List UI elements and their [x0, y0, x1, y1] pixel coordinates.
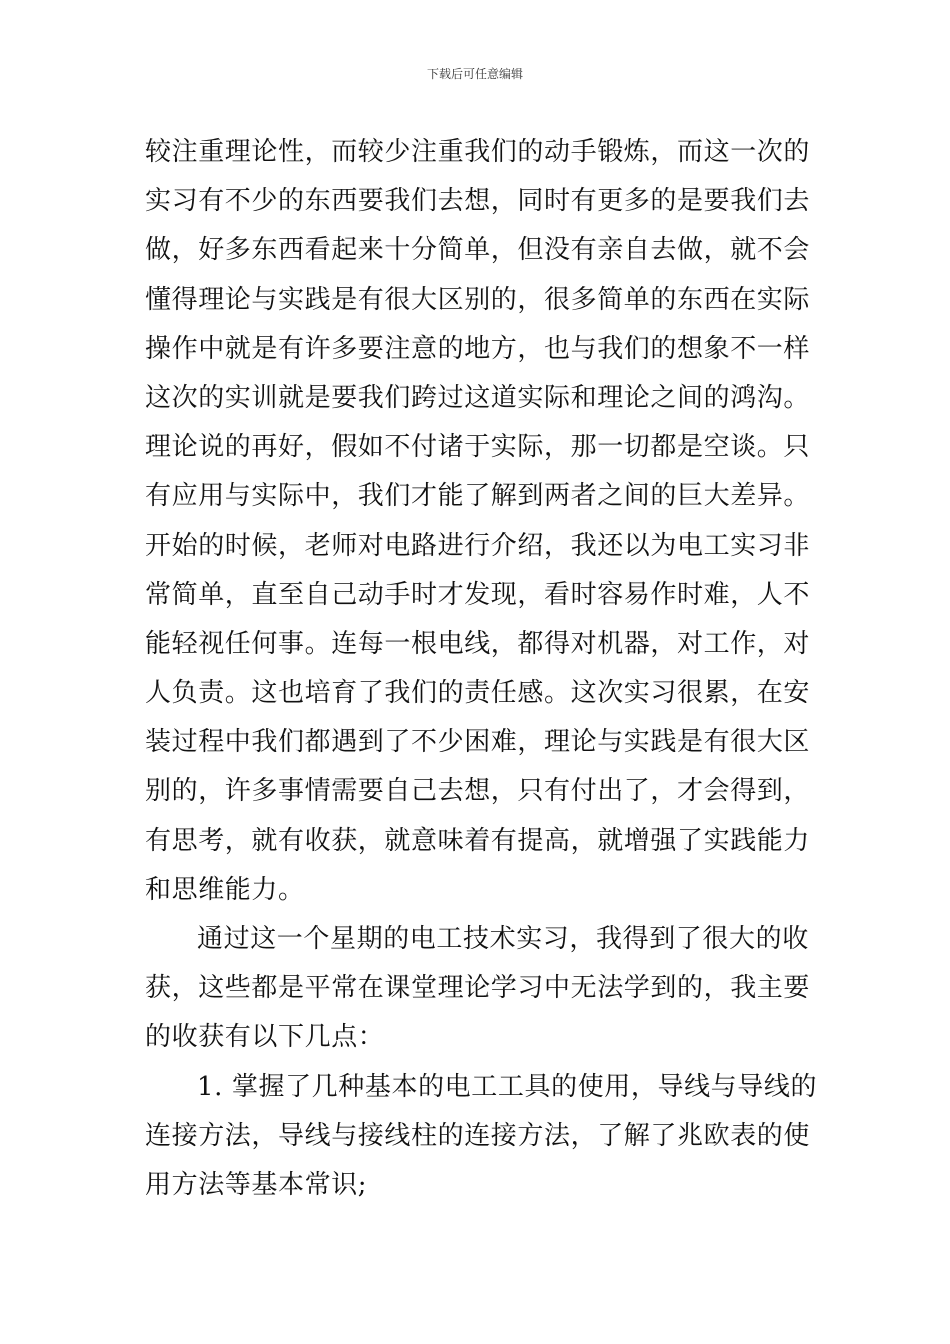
text-line: 人负责。这也培育了我们的责任感。这次实习很累，在安 [145, 678, 811, 709]
text-line: 实习有不少的东西要我们去想，同时有更多的是要我们去 [145, 186, 811, 217]
text-line: 懂得理论与实践是有很大区别的，很多简单的东西在实际 [145, 284, 811, 315]
text-line: 的收获有以下几点： [145, 1022, 385, 1053]
text-line: 能轻视任何事。连每一根电线，都得对机器，对工作，对 [145, 628, 811, 659]
text-line: 装过程中我们都遇到了不少困难，理论与实践是有很大区 [145, 727, 811, 758]
text-line: 开始的时候，老师对电路进行介绍，我还以为电工实习非 [145, 530, 811, 561]
text-line: 操作中就是有许多要注意的地方，也与我们的想象不一样 [145, 333, 811, 364]
document-body [145, 128, 825, 1210]
text-line: 连接方法，导线与接线柱的连接方法，了解了兆欧表的使 [145, 1120, 811, 1151]
text-line: 做，好多东西看起来十分简单，但没有亲自去做，就不会 [145, 235, 811, 266]
paragraph-1 [145, 128, 825, 915]
text-line: 较注重理论性，而较少注重我们的动手锻炼，而这一次的 [145, 137, 811, 167]
text-line: 别的，许多事情需要自己去想，只有付出了，才会得到， [145, 776, 811, 807]
text-line: 获，这些都是平常在课堂理论学习中无法学到的，我主要 [145, 973, 811, 1004]
text-line: 通过这一个星期的电工技术实习，我得到了很大的收 [197, 924, 809, 954]
paragraph-2 [145, 915, 825, 1063]
text-line: 和思维能力。 [145, 874, 305, 905]
text-line: 有思考，就有收获，就意味着有提高，就增强了实践能力 [145, 825, 811, 856]
text-line: 有应用与实际中，我们才能了解到两者之间的巨大差异。 [145, 481, 811, 512]
text-line: 1. 掌握了几种基本的电工工具的使用，导线与导线的 [197, 1071, 818, 1102]
text-line: 这次的实训就是要我们跨过这道实际和理论之间的鸿沟。 [145, 382, 811, 413]
paragraph-3-list-item [145, 1063, 825, 1211]
page-header: 下载后可任意编辑 [426, 67, 523, 81]
text-line: 常简单，直至自己动手时才发现，看时容易作时难，人不 [145, 579, 811, 610]
text-line: 用方法等基本常识; [145, 1169, 368, 1200]
text-line: 理论说的再好，假如不付诸于实际，那一切都是空谈。只 [145, 432, 811, 463]
